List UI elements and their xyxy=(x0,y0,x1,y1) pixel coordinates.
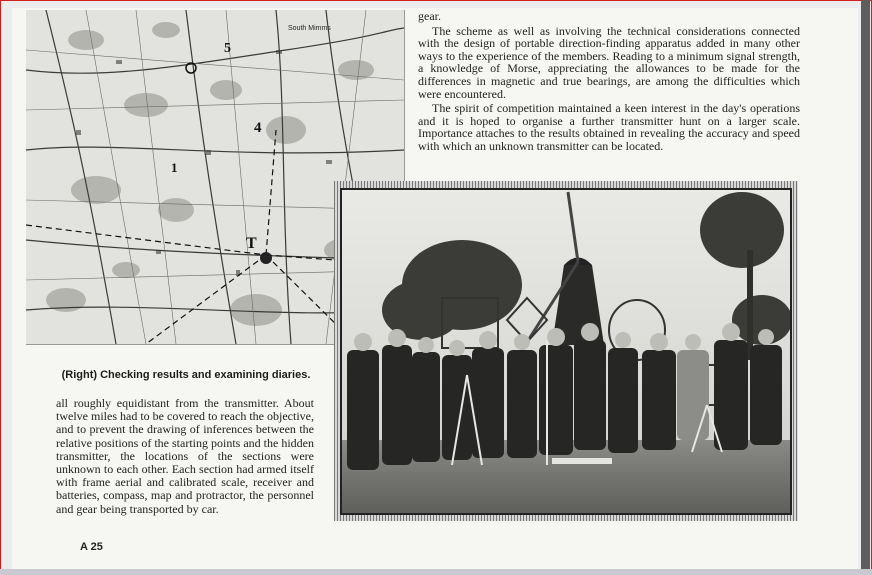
map-label-4: 4 xyxy=(254,120,262,136)
paragraph-scheme: The scheme as well as involving the technical considerations connected with the design of portable direction-finding apparatus added in many other ways to the experience of the members. Reading to a minimum signal strength, a knowledge of Morse, appreciating the allowances to be made for the differences in magnetic and true bearings, are among the difficulties which were encountered. xyxy=(418,23,800,101)
caption-prefix: (Right) xyxy=(61,369,98,381)
photo-drawing xyxy=(342,190,790,513)
paragraph-competition: The spirit of competition maintained a keen interest in the day's operations and it is hoped to organise a further transmitter hunt on a larger scale. Importance attaches to the results obtained in revealing the accuracy and speed with which an unknown transmitter can be located. xyxy=(418,101,800,153)
map-label-5: 5 xyxy=(224,41,231,56)
paragraph-equidistant: all roughly equidistant from the transmitter. About twelve miles had to be covered to reach the objective, and to prevent the drawing of inferences between the relative positions of the starting points and the hidden transmitter, the locations of the sections were unknown to each other. Each section had armed itself with frame aerial and calibrated scale, receiver and batteries, compass, map and protractor, the personnel and gear being transported by car. xyxy=(56,396,314,516)
page-number: A 25 xyxy=(80,541,103,553)
photograph xyxy=(340,188,792,515)
map-label-t: T xyxy=(246,235,257,252)
map-label-town: South Mimms xyxy=(288,25,331,32)
transmitter-marker xyxy=(260,252,272,264)
map-label-1: 1 xyxy=(171,160,178,175)
paragraph-gear: gear. xyxy=(418,9,441,23)
window-bottom-edge xyxy=(0,569,872,575)
left-article-text xyxy=(56,397,314,516)
caption-text: Checking results and examining diaries. xyxy=(100,369,311,381)
photo-caption xyxy=(56,369,316,381)
top-right-article-text xyxy=(418,10,800,153)
window-scrollbar[interactable] xyxy=(861,0,870,575)
